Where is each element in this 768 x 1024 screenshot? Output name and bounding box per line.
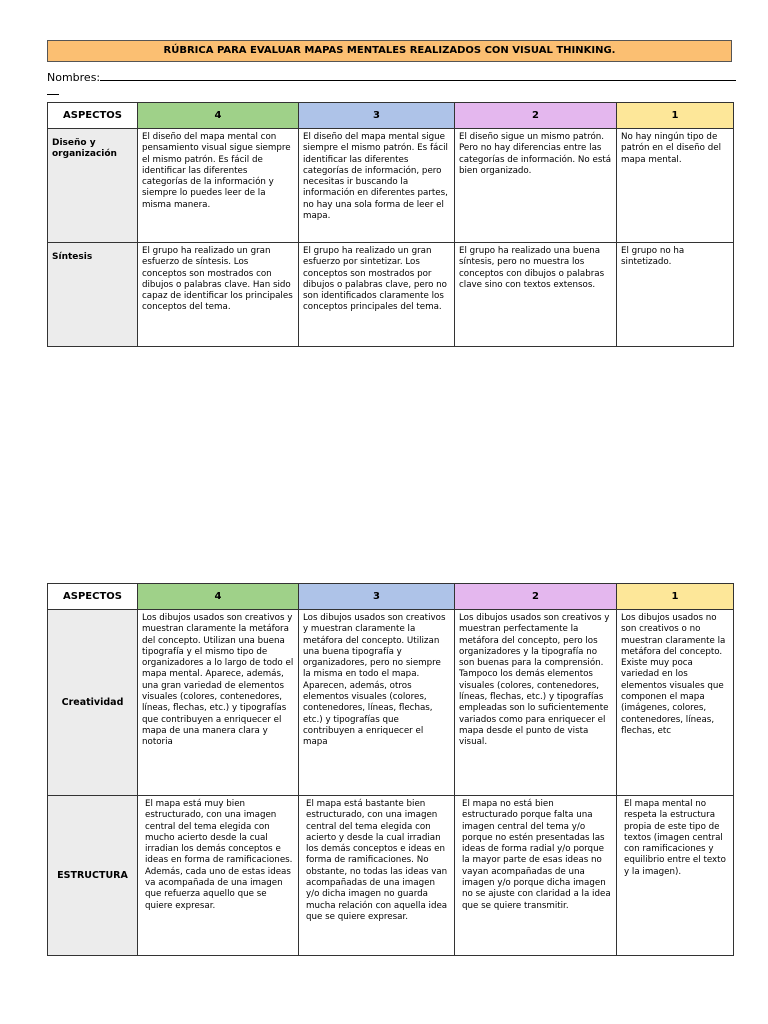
rubric-cell: El mapa mental no respeta la estructura propia de este tipo de textos (imagen central con ramificaciones y equilibrio entre el texto y la imagen). <box>617 796 734 956</box>
rubric-table-2 <box>47 583 734 956</box>
rubric-cell: Los dibujos usados son creativos y muestran perfectamente la metáfora del concepto, pero los organizadores y la tipografía no son buenas para la comprensión. Tampoco los demás elementos visuales (colores, contenedores, líneas, flechas, etc.) y tipografías empleadas son lo suficientemente variados como para enriquecer el mapa desde el punto de vista visual. <box>455 610 617 796</box>
header-score-4: 4 <box>138 103 299 129</box>
table-row <box>48 610 734 796</box>
names-underline <box>100 69 736 81</box>
header-score-1: 1 <box>617 584 734 610</box>
header-score-4: 4 <box>138 584 299 610</box>
header-score-3: 3 <box>299 103 455 129</box>
document-title: RÚBRICA PARA EVALUAR MAPAS MENTALES REALIZADOS CON VISUAL THINKING. <box>47 40 732 62</box>
rubric-cell: El grupo ha realizado una buena síntesis, pero no muestra los conceptos con dibujos o palabras clave sino con textos extensos. <box>455 243 617 347</box>
rubric-cell: El diseño del mapa mental sigue siempre el mismo patrón. Es fácil identificar las diferentes categorías de información, pero necesitas ir buscando la información en diferentes partes, no hay una sola forma de leer el mapa. <box>299 129 455 243</box>
rubric-cell: El grupo ha realizado un gran esfuerzo por sintetizar. Los conceptos son mostrados por dibujos o palabras clave, pero no son identificados claramente los conceptos principales del tema. <box>299 243 455 347</box>
rubric-cell: El diseño del mapa mental con pensamiento visual sigue siempre el mismo patrón. Es fácil de identificar las diferentes categorías de la información y siempre lo puedes leer de la misma manera. <box>138 129 299 243</box>
aspect-label: Creatividad <box>48 610 138 796</box>
names-underline-continuation <box>47 85 59 95</box>
rubric-cell: El grupo ha realizado un gran esfuerzo de síntesis. Los conceptos son mostrados con dibujos o palabras clave. Han sido capaz de identificar los principales conceptos del tema. <box>138 243 299 347</box>
rubric-cell: Los dibujos usados no son creativos o no muestran claramente la metáfora del concepto. Existe muy poca variedad en los elementos visuales que componen el mapa (imágenes, colores, contenedores, líneas, flechas, etc <box>617 610 734 796</box>
rubric-cell: El mapa está muy bien estructurado, con una imagen central del tema elegida con mucho acierto desde la cual irradian los demás conceptos e ideas en forma de ramificaciones. Además, cada uno de estas ideas va acompañada de una imagen que refuerza aquello que se quiere expresar. <box>138 796 299 956</box>
rubric-table-1 <box>47 102 734 347</box>
rubric-cell: El mapa no está bien estructurado porque falta una imagen central del tema y/o porque no estén presentadas las ideas de forma radial y/o porque la mayor parte de esas ideas no vayan acompañadas de una imagen y/o porque dicha imagen no se ajuste con claridad a la idea que se quiere transmitir. <box>455 796 617 956</box>
header-aspects: ASPECTOS <box>48 103 138 129</box>
header-score-3: 3 <box>299 584 455 610</box>
rubric-cell: El mapa está bastante bien estructurado, con una imagen central del tema elegida con acierto y desde la cual irradian los demás conceptos e ideas en forma de ramificaciones. No obstante, no todas las ideas van acompañadas de una imagen y/o dicha imagen no guarda mucha relación con aquella idea que se quiere expresar. <box>299 796 455 956</box>
table-row <box>48 243 734 347</box>
rubric-cell: Los dibujos usados son creativos y muestran claramente la metáfora del concepto. Utilizan una buena tipografía y organizadores, pero no siempre la misma en todo el mapa. Aparecen, además, otros elementos visuales (colores, contenedores, líneas, flechas, etc.) y tipografías que contribuyen a enriquecer el mapa <box>299 610 455 796</box>
header-aspects: ASPECTOS <box>48 584 138 610</box>
header-score-2: 2 <box>455 584 617 610</box>
aspect-label: ESTRUCTURA <box>48 796 138 956</box>
table-row <box>48 129 734 243</box>
header-score-1: 1 <box>617 103 734 129</box>
table-row <box>48 796 734 956</box>
table-header-row <box>48 103 734 129</box>
names-field[interactable] <box>47 69 737 95</box>
table-header-row <box>48 584 734 610</box>
rubric-cell: Los dibujos usados son creativos y muestran claramente la metáfora del concepto. Utilizan una buena tipografía y el mismo tipo de organizadores a lo largo de todo el mapa mental. Aparece, además, una gran variedad de elementos visuales (colores, contenedores, líneas, flechas, etc.) y tipografías que contribuyen a enriquecer el mapa de una manera clara y notoria <box>138 610 299 796</box>
rubric-cell: No hay ningún tipo de patrón en el diseño del mapa mental. <box>617 129 734 243</box>
header-score-2: 2 <box>455 103 617 129</box>
rubric-cell: El grupo no ha sintetizado. <box>617 243 734 347</box>
aspect-label: Diseño y organización <box>48 129 138 243</box>
names-label: Nombres: <box>47 71 101 84</box>
rubric-cell: El diseño sigue un mismo patrón. Pero no hay diferencias entre las categorías de información. No está bien organizado. <box>455 129 617 243</box>
aspect-label: Síntesis <box>48 243 138 347</box>
